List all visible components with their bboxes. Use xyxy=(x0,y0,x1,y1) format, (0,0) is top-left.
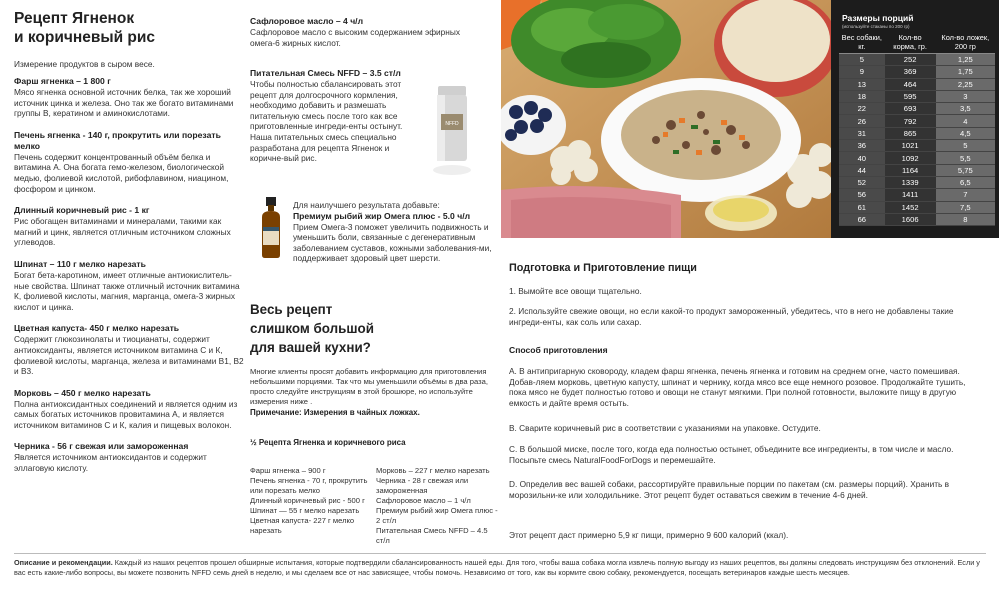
food-cell: 1164 xyxy=(885,164,936,176)
ingredient-heading: Длинный коричневый рис - 1 кг xyxy=(14,205,150,216)
food-cell: 464 xyxy=(885,78,936,90)
food-photo-illustration xyxy=(501,0,831,238)
half-recipe-heading: ½ Рецепта Ягненка и коричневого риса xyxy=(250,438,406,447)
cups-cell: 5 xyxy=(936,140,995,152)
portion-row xyxy=(839,66,995,78)
food-cell: 1411 xyxy=(885,189,936,201)
weight-cell: 13 xyxy=(839,78,885,90)
cups-cell: 4 xyxy=(936,115,995,127)
ingredient-text: Рис обогащен витаминами и минералами, такими как магний и цинк, является отличным источником сложных углеводов. xyxy=(14,216,231,248)
oil-block xyxy=(250,16,490,48)
prep-step-2: 2. Используйте свежие овощи, но если какой-то продукт замороженный, убедитесь, что в него не добавлены такие ингреди-енты, как соль или сахар. xyxy=(509,306,954,327)
food-cell: 1452 xyxy=(885,201,936,213)
portion-subtitle: (используйте стаканы по 200 гр) xyxy=(842,24,910,29)
prep-title: Подготовка и Приготовление пищи xyxy=(509,262,697,274)
ingredient-lamb xyxy=(14,76,246,119)
half-item: Черника - 28 г свежая или замороженная xyxy=(376,476,469,495)
weight-cell: 5 xyxy=(839,54,885,66)
portion-title: Размеры порций xyxy=(842,13,914,23)
cups-cell: 7 xyxy=(936,189,995,201)
half-item: Сафлоровое масло – 1 ч/л xyxy=(376,496,471,505)
jar-icon xyxy=(432,84,472,176)
cups-cell: 6,5 xyxy=(936,176,995,188)
cups-cell: 1,75 xyxy=(936,66,995,78)
portion-row xyxy=(839,164,995,176)
footer-text: Каждый из наших рецептов прошел обширные испытания, которые подтвердили сбалансированность нашей еды. Для того, чтобы ваша собака могла извлечь полную выгоду из наших рецептов, вы должны следовать инструкциям без отклонений. Если у вас есть какие-либо вопросы, вы можете позвонить NFFD семь дней в неделю, и мы сделаем все от нас зависящее, чтобы помочь. Независимо от того, как вы кормите свою собаку, рекомендуется, посещать ветеринаров каждые шесть месяцев. xyxy=(14,558,980,577)
method-step-c: C. В большой миске, после того, когда еда полностью остынет, объедините все ингредиенты, в том числе и масло. Посыпьте смесь NaturalFoodForDogs и перемешайте. xyxy=(509,444,954,465)
cups-cell: 8 xyxy=(936,213,995,225)
ingredient-heading: Цветная капуста- 450 г мелко нарезать xyxy=(14,323,180,334)
ingredient-text: Содержит глюкозинолаты и тиоцианаты, содержит антиоксиданты, является источником витамина С и К, фолиевой кислоты, марганца, железа и витаминами B1, B2 и B3. xyxy=(14,334,244,377)
portion-row xyxy=(839,189,995,201)
measure-note: Измерение продуктов в сыром весе. xyxy=(14,59,155,69)
half-item: Длинный коричневый рис - 500 г xyxy=(250,496,365,505)
oil-heading: Сафлоровое масло – 4 ч/л xyxy=(250,16,364,26)
food-cell: 1339 xyxy=(885,176,936,188)
half-recipe-col-2 xyxy=(376,466,498,546)
portion-row xyxy=(839,213,995,225)
small-batch-text: Многие клиенты просят добавить информацию для приготовления небольшими порциями. Так что мы уменьшили объёмы в два раза, просто следуйте инструкциям в этой брошюре, но используйте измерения ниже . xyxy=(250,367,488,406)
weight-cell: 40 xyxy=(839,152,885,164)
food-cell: 252 xyxy=(885,54,936,66)
mix-text: Чтобы полностью сбалансировать этот рецепт для долгосрочного кормления, необходимо добавить и размешать питательную смесь после того как все приготовленные ингреди-енты остынут. Наша питательных смесь специально разработана для рецепта Ягненок и коричне-вый рис. xyxy=(250,79,403,164)
half-item: Морковь – 227 г мелко нарезать xyxy=(376,466,490,475)
portion-row xyxy=(839,78,995,90)
portion-row xyxy=(839,90,995,102)
portion-row xyxy=(839,127,995,139)
half-item: Шпинат — 55 г мелко нарезать xyxy=(250,506,360,515)
food-cell: 1606 xyxy=(885,213,936,225)
mix-block xyxy=(250,68,422,164)
method-title: Способ приготовления xyxy=(509,345,608,355)
weight-cell: 31 xyxy=(839,127,885,139)
small-batch-title: Весь рецепт слишком большой для вашей кухни? xyxy=(250,302,374,355)
ingredient-heading: Шпинат – 110 г мелко нарезать xyxy=(14,258,146,269)
ingredient-text: Мясо ягненка основной источник белка, так же хороший источник цинка и железа. Оно так же богато витаминами группы B, кератином и аминокислотами. xyxy=(14,87,234,119)
weight-cell: 18 xyxy=(839,90,885,102)
footer-label: Описание и рекомендации. xyxy=(14,558,113,567)
food-cell: 595 xyxy=(885,90,936,102)
ingredient-heading: Черника - 56 г свежая или замороженная xyxy=(14,441,189,452)
portion-row xyxy=(839,103,995,115)
small-batch-note: Примечание: Измерения в чайных ложках. xyxy=(250,408,420,417)
weight-cell: 44 xyxy=(839,164,885,176)
method-step-b: B. Сварите коричневый рис в соответствии с указаниями на упаковке. Остудите. xyxy=(509,423,821,433)
portion-row xyxy=(839,152,995,164)
portion-table xyxy=(839,33,995,226)
ingredient-text: Является источником антиоксидантов и содержит эллаговую кислоту. xyxy=(14,452,207,474)
half-item: Фарш ягненка – 900 г xyxy=(250,466,326,475)
method-step-d: D. Определив вес вашей собаки, рассортируйте правильные порции по пакетам (см. размеры порций). Хранить в морозильни-ке или холодильнике. Этот рецепт будет оставаться свежим в течение 4-6 дней. xyxy=(509,479,950,500)
portion-row xyxy=(839,54,995,66)
weight-cell: 52 xyxy=(839,176,885,188)
weight-cell: 56 xyxy=(839,189,885,201)
ingredient-text: Печень содержит концентрованный объём белка и витамина А. Она богата гемо-железом, биологической медью, фолиевой кислотой, рибофлавином, ниацином, фосфором и цинком. xyxy=(14,151,229,194)
weight-cell: 22 xyxy=(839,103,885,115)
cups-cell: 1,25 xyxy=(936,54,995,66)
small-batch-block xyxy=(250,367,488,418)
footer-divider xyxy=(14,553,986,554)
bottle-icon xyxy=(256,197,286,259)
footer-note xyxy=(14,558,986,578)
cups-cell: 5,5 xyxy=(936,152,995,164)
mix-heading: Питательная Смесь NFFD – 3.5 ст/л xyxy=(250,68,401,78)
food-cell: 1092 xyxy=(885,152,936,164)
cups-cell: 7,5 xyxy=(936,201,995,213)
weight-cell: 66 xyxy=(839,213,885,225)
omega-block xyxy=(293,200,493,264)
portion-row xyxy=(839,201,995,213)
cups-cell: 5,75 xyxy=(936,164,995,176)
col-header-weight: Вес собаки, кг. xyxy=(839,33,885,54)
ingredient-list xyxy=(14,76,246,474)
portion-row xyxy=(839,176,995,188)
half-item: Печень ягненка - 70 г, прокрутить или порезать мелко xyxy=(250,476,368,495)
cups-cell: 4,5 xyxy=(936,127,995,139)
food-photo xyxy=(501,0,831,238)
method-step-a: А. В антипригарную сковороду, кладем фарш ягненка, печень ягненка и готовим на среднем огне, часто помешивая. Добав-ляем морковь, цветную капусту, шпинат и чернику, когда мясо все еще немного розовое. Продолжайте тушить, пока мясо не будет полностью готово и овощи не станут мягкими. При полной готовности, выложите пищу в другую емкость и дайте время остыть. xyxy=(509,366,966,408)
col-header-cups: Кол-во ложек, 200 гр xyxy=(936,33,995,54)
cups-cell: 2,25 xyxy=(936,78,995,90)
portion-row xyxy=(839,115,995,127)
ingredient-rice xyxy=(14,205,246,248)
half-recipe-col-1 xyxy=(250,466,370,536)
ingredient-text: Богат бета-каротином, имеет отличные антиокислитель-ные свойства. Шпинат также отличный источник витамина К, фолиевой кислоты, магния, марганца, омега-3 жирных кислот и цинка. xyxy=(14,269,240,312)
ingredient-spinach xyxy=(14,259,246,312)
oil-text: Сафлоровое масло с высоким содержанием эфирных омега-6 жирных кислот. xyxy=(250,27,460,48)
weight-cell: 26 xyxy=(839,115,885,127)
food-cell: 693 xyxy=(885,103,936,115)
weight-cell: 36 xyxy=(839,140,885,152)
ingredient-text: Полна антиоксидантных соединений и является одним из самых богатых источников провитамина А, и является источником витаминов С и К, калия и пищевых волокон. xyxy=(14,398,238,430)
food-cell: 865 xyxy=(885,127,936,139)
ingredient-heading: Фарш ягненка – 1 800 г xyxy=(14,76,111,86)
prep-step-1: 1. Вымойте все овощи тщательно. xyxy=(509,286,642,296)
half-item: Премиум рыбий жир Омега плюс - 2 ст/л xyxy=(376,506,498,525)
portion-size-panel xyxy=(831,0,999,238)
recipe-title: Рецепт Ягненок и коричневый рис xyxy=(14,10,156,46)
omega-heading: Премиум рыбий жир Омега плюс - 5.0 ч/л xyxy=(293,210,471,221)
cups-cell: 3 xyxy=(936,90,995,102)
half-item: Цветная капуста- 227 г мелко нарезать xyxy=(250,516,355,535)
weight-cell: 61 xyxy=(839,201,885,213)
ingredient-heading: Печень ягненка - 140 г, прокрутить или порезать мелко xyxy=(14,129,221,151)
ingredient-cauliflower xyxy=(14,323,246,376)
omega-text: Прием Омега-3 поможет увеличить подвижность и уменьшить боли, связанные с дегенеративным заболеванием суставов, кожными заболевания-ми, поддерживает здоровый цвет шерсти. xyxy=(293,221,492,264)
food-cell: 1021 xyxy=(885,140,936,152)
half-item: Питательная Смесь NFFD – 4.5 ст/л xyxy=(376,526,488,545)
ingredient-carrot xyxy=(14,388,246,431)
recipe-yield: Этот рецепт даст примерно 5,9 кг пищи, примерно 9 600 калорий (ккал). xyxy=(509,530,789,540)
ingredient-blueberry xyxy=(14,441,246,473)
food-cell: 792 xyxy=(885,115,936,127)
portion-row xyxy=(839,140,995,152)
jar-label: NFFD xyxy=(445,121,459,127)
supplement-jar-image xyxy=(432,84,472,176)
omega-bottle-image xyxy=(256,197,286,259)
weight-cell: 9 xyxy=(839,66,885,78)
col-header-food: Кол-во корма, гр. xyxy=(885,33,936,54)
ingredient-heading: Морковь – 450 г мелко нарезать xyxy=(14,387,151,398)
ingredient-liver xyxy=(14,130,246,194)
omega-intro: Для наилучшего результата добавьте: xyxy=(293,200,440,210)
cups-cell: 3,5 xyxy=(936,103,995,115)
food-cell: 369 xyxy=(885,66,936,78)
